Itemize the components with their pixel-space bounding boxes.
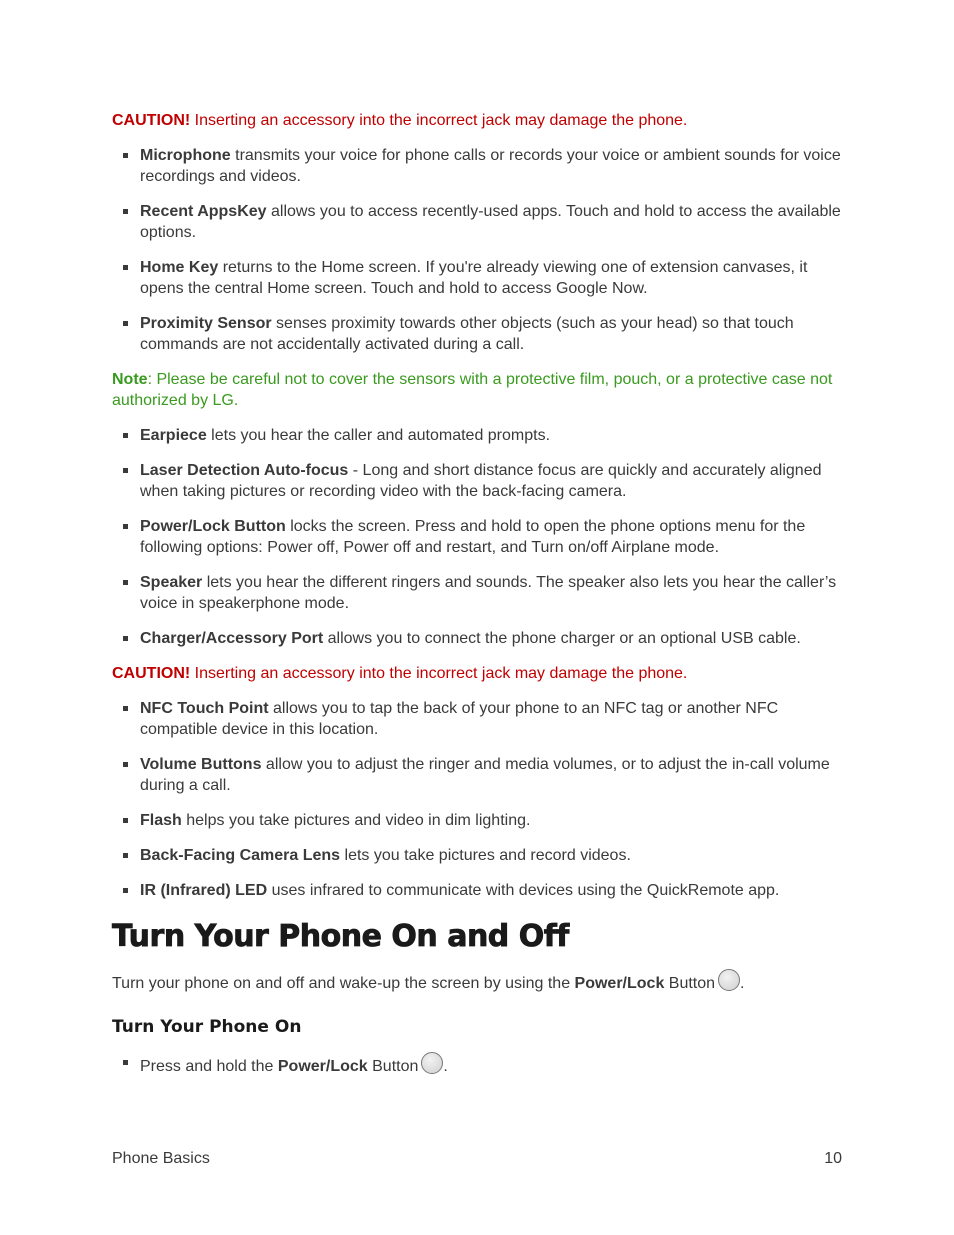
step-text: Press and hold the <box>140 1058 278 1075</box>
component-list-2 <box>112 425 842 649</box>
list-item <box>112 257 842 299</box>
item-term: Home Key <box>140 259 219 276</box>
list-item <box>112 845 842 866</box>
caution-label: CAUTION! <box>112 112 191 129</box>
step-button-text: Button <box>367 1058 419 1075</box>
list-item <box>112 880 842 901</box>
item-text: allows you to access recently-used apps. Touch and hold to access the available options. <box>140 203 841 241</box>
list-item <box>112 572 842 614</box>
intro-bold: Power/Lock <box>574 975 665 992</box>
list-item <box>112 754 842 796</box>
bullet-icon <box>123 580 128 585</box>
power-lock-button-icon <box>718 969 740 991</box>
caution-note <box>112 663 842 684</box>
bullet-icon <box>123 888 128 893</box>
item-text: lets you take pictures and record videos. <box>340 847 631 864</box>
component-list-1 <box>112 145 842 355</box>
list-item <box>112 810 842 831</box>
bullet-icon <box>123 153 128 158</box>
bullet-icon <box>123 706 128 711</box>
list-item <box>112 1052 842 1077</box>
list-item <box>112 145 842 187</box>
list-item <box>112 425 842 446</box>
bullet-icon <box>123 468 128 473</box>
list-item <box>112 313 842 355</box>
item-text: locks the screen. Press and hold to open the phone options menu for the following options: Power off, Power off and restart, and Turn on/off Airplane mode. <box>140 518 806 556</box>
page-content <box>112 110 842 1091</box>
bullet-icon <box>123 1060 128 1065</box>
item-term: Back-Facing Camera Lens <box>140 847 341 864</box>
item-text: allows you to tap the back of your phone to an NFC tag or another NFC compatible device in this location. <box>140 700 779 738</box>
note-label: Note <box>112 371 148 388</box>
item-term: Laser Detection Auto-focus <box>140 462 349 479</box>
intro-period: . <box>740 975 745 992</box>
bullet-icon <box>123 433 128 438</box>
bullet-icon <box>123 321 128 326</box>
component-list-3 <box>112 698 842 901</box>
section-title: Turn Your Phone On and Off <box>112 919 569 954</box>
item-term: Charger/Accessory Port <box>140 630 324 647</box>
item-text: lets you hear the caller and automated prompts. <box>206 427 551 444</box>
caution-text: Inserting an accessory into the incorrect jack may damage the phone. <box>190 112 688 129</box>
item-text: lets you hear the different ringers and sounds. The speaker also lets you hear the caller’s voice in speakerphone mode. <box>140 574 837 612</box>
item-text: helps you take pictures and video in dim lighting. <box>181 812 531 829</box>
item-term: Speaker <box>140 574 203 591</box>
item-text: returns to the Home screen. If you're already viewing one of extension canvases, it opens the central Home screen. Touch and hold to access Google Now. <box>140 259 808 297</box>
intro-button-text: Button <box>664 975 716 992</box>
caution-note <box>112 110 842 131</box>
item-text: allow you to adjust the ringer and media volumes, or to adjust the in-call volume during a call. <box>140 756 830 794</box>
item-term: Recent AppsKey <box>140 203 267 220</box>
intro-text: Turn your phone on and off and wake-up the screen by using the <box>112 975 575 992</box>
bullet-icon <box>123 762 128 767</box>
bullet-icon <box>123 853 128 858</box>
list-item <box>112 201 842 243</box>
bullet-icon <box>123 636 128 641</box>
item-text: transmits your voice for phone calls or records your voice or ambient sounds for voice recordings and videos. <box>140 147 841 185</box>
list-item <box>112 460 842 502</box>
sensor-note <box>112 369 842 411</box>
caution-text: Inserting an accessory into the incorrect jack may damage the phone. <box>190 665 688 682</box>
item-term: NFC Touch Point <box>140 700 269 717</box>
bullet-icon <box>123 818 128 823</box>
list-item <box>112 516 842 558</box>
list-item <box>112 698 842 740</box>
item-term: Proximity Sensor <box>140 315 272 332</box>
item-term: Earpiece <box>140 427 207 444</box>
item-term: Power/Lock Button <box>140 518 286 535</box>
item-term: Volume Buttons <box>140 756 262 773</box>
subsection-title: Turn Your Phone On <box>112 1017 302 1037</box>
footer-section-name: Phone Basics <box>112 1150 210 1167</box>
item-text: uses infrared to communicate with devices using the QuickRemote app. <box>267 882 780 899</box>
note-text: : Please be careful not to cover the sensors with a protective film, pouch, or a protective case not authorized by LG. <box>112 371 833 409</box>
list-item <box>112 628 842 649</box>
item-term: IR (Infrared) LED <box>140 882 268 899</box>
item-text: senses proximity towards other objects (such as your head) so that touch commands are not accidentally activated during a call. <box>140 315 794 353</box>
page-number: 10 <box>824 1150 842 1167</box>
bullet-icon <box>123 209 128 214</box>
step-bold: Power/Lock <box>277 1058 368 1075</box>
item-text: - Long and short distance focus are quickly and accurately aligned when taking pictures or recording video with the back-facing camera. <box>140 462 822 500</box>
caution-label: CAUTION! <box>112 665 191 682</box>
bullet-icon <box>123 524 128 529</box>
power-lock-button-icon <box>421 1052 443 1074</box>
item-term: Flash <box>140 812 182 829</box>
item-text: allows you to connect the phone charger or an optional USB cable. <box>323 630 801 647</box>
steps-list <box>112 1052 842 1077</box>
step-period: . <box>443 1058 448 1075</box>
bullet-icon <box>123 265 128 270</box>
section-intro <box>112 969 842 994</box>
item-term: Microphone <box>140 147 231 164</box>
